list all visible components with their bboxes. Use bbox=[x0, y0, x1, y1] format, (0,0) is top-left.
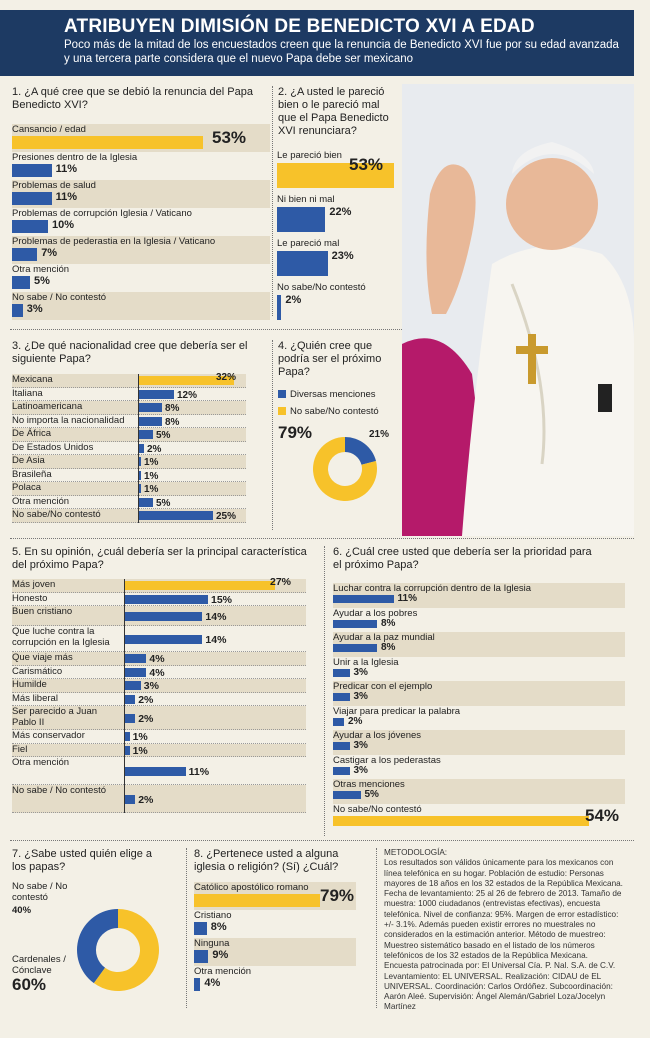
q1-row bbox=[12, 208, 270, 236]
q8-value: 79% bbox=[320, 886, 355, 905]
q6-value: 3% bbox=[353, 691, 368, 702]
q5-row bbox=[12, 606, 306, 626]
q7-label-nosabe: No sabe / No contestó bbox=[12, 881, 68, 903]
q6-label: Unir a la Iglesia bbox=[333, 656, 399, 668]
q2-bar bbox=[277, 295, 281, 320]
q5-axis bbox=[124, 579, 125, 813]
q1-value: 3% bbox=[26, 303, 43, 315]
q6-row bbox=[333, 608, 625, 633]
q2-label: Le pareció bien bbox=[277, 150, 342, 161]
q6-row bbox=[333, 583, 625, 608]
q6-value: 5% bbox=[364, 789, 379, 800]
q5-bar bbox=[124, 654, 146, 663]
q8-row bbox=[194, 966, 356, 994]
methodology-text: Los resultados son válidos únicamente para los mexicanos con línea telefónica en su hogar. Población de estudio: Personas mayores de 18 años en los 32 estados de la República Mexicana. Fecha de levantamiento: 25 al 26 de febrero de 2013. Tamaño de muestra: 1000 ciudadanos (entrevistas efectivas), encuesta telefónica. Nivel de confianza: 95%. Margen de error estadístico: +/- 3.1%. Además pueden existir errores no muestrales no considerados en la estimación anterior. Método de muestreo: Muestreo sistemático basado en el listado de los números telefónicos de los 32 estados de la República Mexicana. Encuesta patrocinada por: El Universal Cía. P. Nal. S.A. de C.V. Levantamiento: EL UNIVERSAL. Realización: CIDAU de EL UNIVERSAL. Coordinación: Carlos Ordóñez. Subcoordinación: Aarón Aleé. Supervisión: Ángel Alemán/Gabriel Loza/Jocelyn Martínez bbox=[384, 858, 623, 1012]
q3-row bbox=[12, 415, 246, 429]
q8-chart bbox=[194, 882, 356, 994]
q2-row bbox=[277, 194, 395, 238]
q3-value: 32% bbox=[216, 372, 237, 383]
methodology bbox=[384, 848, 624, 1013]
q3-bar bbox=[138, 511, 213, 520]
q6-label: Ayudar a la paz mundial bbox=[333, 632, 435, 643]
q1-row bbox=[12, 152, 270, 180]
q6-value: 54% bbox=[585, 805, 620, 825]
q7-label-cardenales: Cardenales / Cónclave bbox=[12, 954, 66, 976]
q5-value: 1% bbox=[132, 731, 148, 743]
q5-label: Más joven bbox=[12, 579, 56, 590]
q5-bar bbox=[124, 668, 146, 677]
q5-label: No sabe / No contestó bbox=[12, 785, 106, 796]
q8-value: 9% bbox=[212, 949, 229, 961]
q2-row bbox=[277, 150, 395, 194]
q8-label: Otra mención bbox=[194, 966, 252, 977]
q8-row bbox=[194, 938, 356, 966]
q5-row bbox=[12, 730, 306, 744]
q1-bar bbox=[12, 136, 203, 149]
q3-row bbox=[12, 374, 246, 388]
q5-bar bbox=[124, 714, 135, 723]
q1-bar bbox=[12, 164, 52, 177]
q5-label: Honesto bbox=[12, 592, 48, 604]
q5-row bbox=[12, 706, 306, 730]
q3-value: 8% bbox=[165, 416, 180, 428]
q3-value: 1% bbox=[144, 470, 159, 482]
q5-bar bbox=[124, 681, 141, 690]
q5-label: Fiel bbox=[12, 743, 28, 755]
q5-row bbox=[12, 652, 306, 666]
q3-label: Italiana bbox=[12, 387, 43, 399]
q2-bar bbox=[277, 207, 325, 232]
q2-row bbox=[277, 282, 395, 326]
q3-bar bbox=[138, 403, 162, 412]
q7-donut bbox=[76, 908, 160, 992]
q6-row bbox=[333, 632, 625, 657]
q1-value: 11% bbox=[55, 191, 78, 203]
q6-value: 8% bbox=[381, 642, 396, 653]
q6-row bbox=[333, 681, 625, 706]
q3-bar bbox=[138, 417, 162, 426]
q2-value: 2% bbox=[285, 294, 302, 306]
q6-bar bbox=[333, 767, 350, 775]
q6-row bbox=[333, 730, 625, 755]
q1-row bbox=[12, 264, 270, 292]
q5-bar bbox=[124, 767, 186, 776]
q6-value: 2% bbox=[348, 715, 363, 727]
q5-bar bbox=[124, 695, 135, 704]
q6-bar bbox=[333, 816, 589, 826]
q2-chart bbox=[277, 150, 395, 318]
q3-row bbox=[12, 388, 246, 402]
q8-bar bbox=[194, 978, 200, 991]
q2-row bbox=[277, 238, 395, 282]
q6-bar bbox=[333, 620, 377, 628]
q8-label: Cristiano bbox=[194, 910, 232, 921]
q6-label: Viajar para predicar la palabra bbox=[333, 705, 461, 717]
q4-donut bbox=[312, 436, 378, 502]
q6-label: Luchar contra la corrupción dentro de la Iglesia bbox=[333, 583, 532, 594]
q8-bar bbox=[194, 894, 320, 907]
q6-row bbox=[333, 804, 625, 829]
q2-label: No sabe/No contestó bbox=[277, 282, 366, 293]
q6-value: 3% bbox=[353, 666, 368, 678]
q4-value-79: 79% bbox=[278, 423, 313, 442]
q2-value: 22% bbox=[329, 206, 352, 218]
q5-value: 14% bbox=[205, 634, 227, 646]
q3-label: Brasileña bbox=[12, 468, 52, 480]
q5-bar bbox=[124, 795, 135, 804]
q3-label: No sabe/No contestó bbox=[12, 509, 101, 520]
q5-value: 3% bbox=[143, 680, 159, 692]
q2-value: 53% bbox=[349, 155, 384, 174]
q1-label: Problemas de corrupción Iglesia / Vaticano bbox=[12, 208, 192, 219]
q2-bar bbox=[277, 251, 328, 276]
q1-label: No sabe / No contestó bbox=[12, 292, 106, 303]
q5-row bbox=[12, 593, 306, 607]
methodology-heading: METODOLOGÍA: bbox=[384, 848, 448, 857]
q3-value: 5% bbox=[156, 430, 171, 441]
q5-value: 2% bbox=[138, 713, 154, 725]
q4-legend-1: No sabe/No contestó bbox=[290, 406, 379, 417]
q3-bar bbox=[138, 498, 153, 507]
q2-value: 23% bbox=[331, 250, 354, 262]
q5-value: 14% bbox=[205, 611, 227, 623]
q3-axis bbox=[138, 374, 139, 523]
q6-row bbox=[333, 755, 625, 780]
q3-label: De Estados Unidos bbox=[12, 441, 94, 453]
q3-row bbox=[12, 428, 246, 442]
q3-label: Latinoamericana bbox=[12, 401, 83, 412]
q3-row bbox=[12, 509, 246, 523]
q5-label: Carismático bbox=[12, 665, 63, 677]
q1-value: 10% bbox=[52, 219, 75, 231]
q1-title: 1. ¿A qué cree que se debió la renuncia del Papa Benedicto XVI? bbox=[12, 86, 253, 111]
q5-row bbox=[12, 693, 306, 707]
q4-legend-0: Diversas menciones bbox=[290, 389, 376, 400]
q7-title: 7. ¿Sabe usted quién elige a los papas? bbox=[12, 848, 153, 873]
q6-bar bbox=[333, 595, 394, 603]
legend-yellow-swatch bbox=[278, 407, 286, 415]
q6-chart bbox=[333, 583, 625, 827]
q1-value: 5% bbox=[34, 275, 50, 287]
q5-value: 1% bbox=[132, 744, 148, 757]
pope-photo bbox=[402, 84, 634, 536]
q1-bar bbox=[12, 276, 30, 289]
q6-bar bbox=[333, 791, 361, 799]
q5-label: Otra mención bbox=[12, 757, 70, 768]
header bbox=[0, 10, 634, 76]
q3-value: 1% bbox=[144, 457, 159, 468]
q4-title: 4. ¿Quién cree que podría ser el próximo Papa? bbox=[278, 340, 382, 378]
q3-row bbox=[12, 401, 246, 415]
q8-row bbox=[194, 910, 356, 938]
q6-bar bbox=[333, 644, 377, 652]
q5-value: 15% bbox=[211, 593, 233, 606]
q3-value: 25% bbox=[216, 511, 237, 522]
q3-value: 12% bbox=[177, 389, 198, 401]
q6-value: 8% bbox=[381, 617, 396, 629]
q1-label: Presiones dentro de la Iglesia bbox=[12, 152, 138, 163]
q3-label: No importa la nacionalidad bbox=[12, 414, 125, 426]
q1-label: Problemas de pederastia en la Iglesia / Vaticano bbox=[12, 236, 216, 247]
q1-row bbox=[12, 180, 270, 208]
q8-value: 8% bbox=[210, 921, 227, 933]
q5-row bbox=[12, 744, 306, 758]
q5-label: Que viaje más bbox=[12, 652, 73, 663]
q5-row bbox=[12, 679, 306, 693]
q4-value-21: 21% bbox=[369, 429, 390, 440]
q3-chart bbox=[12, 374, 270, 524]
q8-label: Católico apostólico romano bbox=[194, 882, 309, 893]
page-title: ATRIBUYEN DIMISIÓN DE BENEDICTO XVI A EDAD bbox=[64, 16, 535, 37]
legend-blue-swatch bbox=[278, 390, 286, 398]
q8-value: 4% bbox=[204, 977, 221, 989]
q5-value: 27% bbox=[270, 576, 292, 588]
q3-row bbox=[12, 469, 246, 483]
q3-label: Mexicana bbox=[12, 374, 53, 385]
q1-row bbox=[12, 124, 270, 152]
q6-label: Castigar a los pederastas bbox=[333, 754, 441, 766]
q6-value: 3% bbox=[353, 764, 368, 776]
q6-label: Otras menciones bbox=[333, 779, 405, 790]
q3-bar bbox=[138, 390, 174, 399]
page-subtitle: Poco más de la mitad de los encuestados creen que la renuncia de Benedicto XVI fue por su edad avanzada y una tercera parte considera que el nuevo Papa debe ser mexicano bbox=[64, 39, 619, 65]
q8-bar bbox=[194, 950, 208, 963]
q8-row bbox=[194, 882, 356, 910]
q2-title: 2. ¿A usted le pareció bien o le pareció mal que el Papa Benedicto XVI renunciara? bbox=[278, 86, 389, 137]
q1-bar bbox=[12, 248, 37, 261]
q6-label: No sabe/No contestó bbox=[333, 803, 422, 815]
q4-legend bbox=[278, 389, 402, 417]
q5-row bbox=[12, 626, 306, 652]
q3-row bbox=[12, 442, 246, 456]
q6-row bbox=[333, 779, 625, 804]
q3-value: 2% bbox=[147, 443, 162, 455]
q6-bar bbox=[333, 669, 350, 677]
q5-value: 11% bbox=[188, 766, 210, 778]
q6-label: Ayudar a los pobres bbox=[333, 607, 418, 619]
q5-row bbox=[12, 576, 306, 593]
q1-label: Otra mención bbox=[12, 264, 70, 275]
q5-bar bbox=[124, 612, 202, 621]
q3-title: 3. ¿De qué nacionalidad cree que debería ser el siguiente Papa? bbox=[12, 340, 248, 365]
q2-label: Le pareció mal bbox=[277, 238, 340, 249]
q3-row bbox=[12, 482, 246, 496]
q5-bar bbox=[124, 581, 275, 590]
q6-bar bbox=[333, 718, 344, 726]
q5-value: 2% bbox=[138, 794, 154, 806]
q1-bar bbox=[12, 304, 23, 317]
q5-label: Buen cristiano bbox=[12, 606, 73, 617]
q3-label: Otra mención bbox=[12, 495, 70, 507]
q5-value: 2% bbox=[138, 693, 154, 706]
q8-bar bbox=[194, 922, 207, 935]
q5-label: Ser parecido a Juan Pablo II bbox=[12, 706, 98, 728]
q6-bar bbox=[333, 742, 350, 750]
q8-label: Ninguna bbox=[194, 938, 230, 949]
q1-row bbox=[12, 236, 270, 264]
q3-row bbox=[12, 496, 246, 510]
q3-row bbox=[12, 455, 246, 469]
q1-bar bbox=[12, 192, 52, 205]
q5-label: Más conservador bbox=[12, 730, 85, 741]
q5-label: Más liberal bbox=[12, 692, 58, 704]
q1-chart bbox=[12, 124, 270, 320]
q5-bar bbox=[124, 595, 208, 604]
q1-bar bbox=[12, 220, 48, 233]
q5-row bbox=[12, 757, 306, 785]
q3-label: De África bbox=[12, 428, 52, 439]
q1-row bbox=[12, 292, 270, 320]
q7-value-60: 60% bbox=[12, 975, 47, 994]
q6-row bbox=[333, 657, 625, 682]
q3-value: 1% bbox=[144, 484, 159, 495]
q5-title: 5. En su opinión, ¿cuál debería ser la principal característica del próximo Papa? bbox=[12, 546, 307, 571]
q3-bar bbox=[138, 430, 153, 439]
q6-label: Predicar con el ejemplo bbox=[333, 681, 433, 692]
q7-value-40: 40% bbox=[12, 905, 32, 916]
q5-row bbox=[12, 666, 306, 680]
q3-value: 5% bbox=[156, 497, 171, 509]
q5-value: 4% bbox=[149, 653, 165, 665]
q5-row bbox=[12, 785, 306, 813]
q2-label: Ni bien ni mal bbox=[277, 194, 335, 205]
q1-label: Problemas de salud bbox=[12, 180, 96, 191]
q1-label: Cansancio / edad bbox=[12, 124, 86, 135]
q4-slice-diversas bbox=[345, 437, 376, 465]
q5-bar bbox=[124, 635, 202, 644]
q8-title: 8. ¿Pertenece usted a alguna iglesia o religión? (Sí) ¿Cuál? bbox=[194, 848, 339, 873]
q6-bar bbox=[333, 693, 350, 701]
q1-value: 7% bbox=[41, 247, 58, 259]
q3-label: De Asia bbox=[12, 455, 45, 466]
q6-title: 6. ¿Cuál cree usted que debería ser la prioridad para el próximo Papa? bbox=[333, 546, 592, 571]
q6-value: 3% bbox=[353, 740, 368, 751]
q6-label: Ayudar a los jóvenes bbox=[333, 730, 422, 741]
q5-chart bbox=[12, 576, 314, 829]
q3-value: 8% bbox=[165, 403, 180, 414]
q5-value: 4% bbox=[149, 666, 165, 679]
q3-label: Polaca bbox=[12, 482, 42, 493]
q5-label: Que luche contra la corrupción en la Iglesia bbox=[12, 626, 110, 648]
q6-value: 11% bbox=[397, 593, 417, 604]
q5-label: Humilde bbox=[12, 679, 47, 690]
q1-value: 11% bbox=[55, 163, 78, 175]
q1-value: 53% bbox=[212, 128, 247, 147]
q6-row bbox=[333, 706, 625, 731]
